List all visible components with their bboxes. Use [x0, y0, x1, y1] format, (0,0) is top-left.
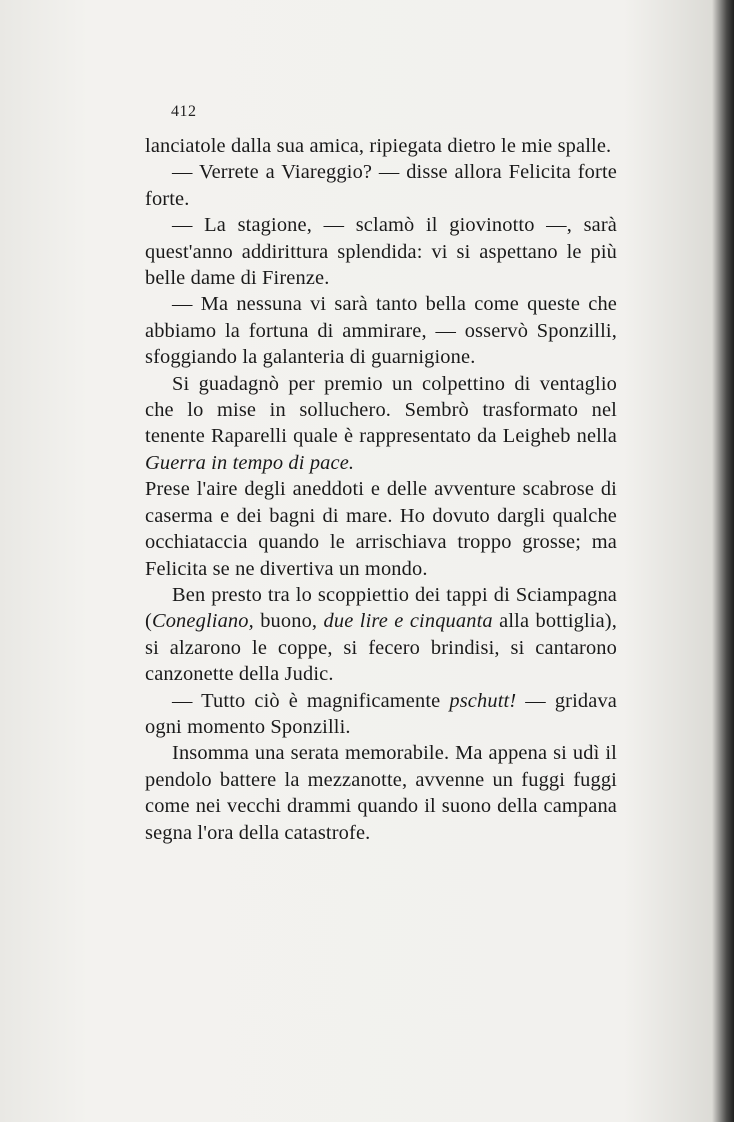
paragraph-text: lanciatole dalla sua amica, ripiegata dietro le mie spalle.: [145, 135, 612, 157]
paragraph: [145, 476, 617, 582]
paragraph: [145, 212, 617, 291]
paragraph-text: alla bottiglia), si alzarono le coppe, si fecero brindisi, si cantarono canzonette della Judic.: [145, 610, 617, 686]
paragraph-text: buono,: [253, 610, 324, 633]
page-number: 412: [171, 103, 197, 120]
italic-text: due lire e cinquanta: [323, 610, 493, 633]
paragraph-text: — Ma nessuna vi sarà tanto bella come queste che abbiamo la fortuna di ammirare, — osservò Sponzilli, sfoggiando la galanteria di guarnigione.: [145, 293, 617, 369]
paragraph-text: — Verrete a Viareggio? — disse allora Felicita forte forte.: [145, 161, 617, 210]
paragraph: [145, 291, 617, 370]
paragraph: [145, 688, 617, 741]
paragraph-text: Insomma una serata memorabile. Ma appena si udì il pendolo battere la mezzanotte, avvenne un fuggi fuggi come nei vecchi drammi quando il suono della campana segna l'ora della catastrofe.: [145, 742, 617, 844]
paragraph: [145, 133, 617, 159]
paragraph: [145, 740, 617, 846]
paragraph: [145, 371, 617, 477]
body-text: [145, 133, 617, 846]
paragraph: [145, 582, 617, 688]
paragraph-text: — La stagione, — sclamò il giovinotto —, sarà quest'anno addirittura splendida: vi si aspettano le più belle dame di Firenze.: [145, 214, 617, 290]
paragraph-text: Si guadagnò per premio un colpettino di ventaglio che lo mise in solluchero. Sembrò trasformato nel tenente Raparelli quale è rappresentato da Leigheb nella: [145, 372, 617, 448]
paragraph: [145, 159, 617, 212]
italic-text: pschutt!: [449, 689, 517, 712]
paragraph-text: Prese l'aire degli aneddoti e delle avventure scabrose di caserma e dei bagni di mare. Ho dovuto dargli qualche occhiataccia quando le arrischiava troppo grosse; ma Felicita se ne divertiva un mondo.: [145, 478, 617, 580]
paragraph-text: Ben presto tra lo scoppiettio dei tappi di Sciampagna (: [145, 583, 617, 633]
italic-text: Guerra in tempo di pace.: [145, 451, 355, 474]
italic-text: Conegliano,: [151, 610, 254, 633]
paragraph-text: — gridava ogni momento Sponzilli.: [145, 689, 618, 738]
paragraph-text: — Tutto ciò è magnificamente: [172, 689, 450, 712]
